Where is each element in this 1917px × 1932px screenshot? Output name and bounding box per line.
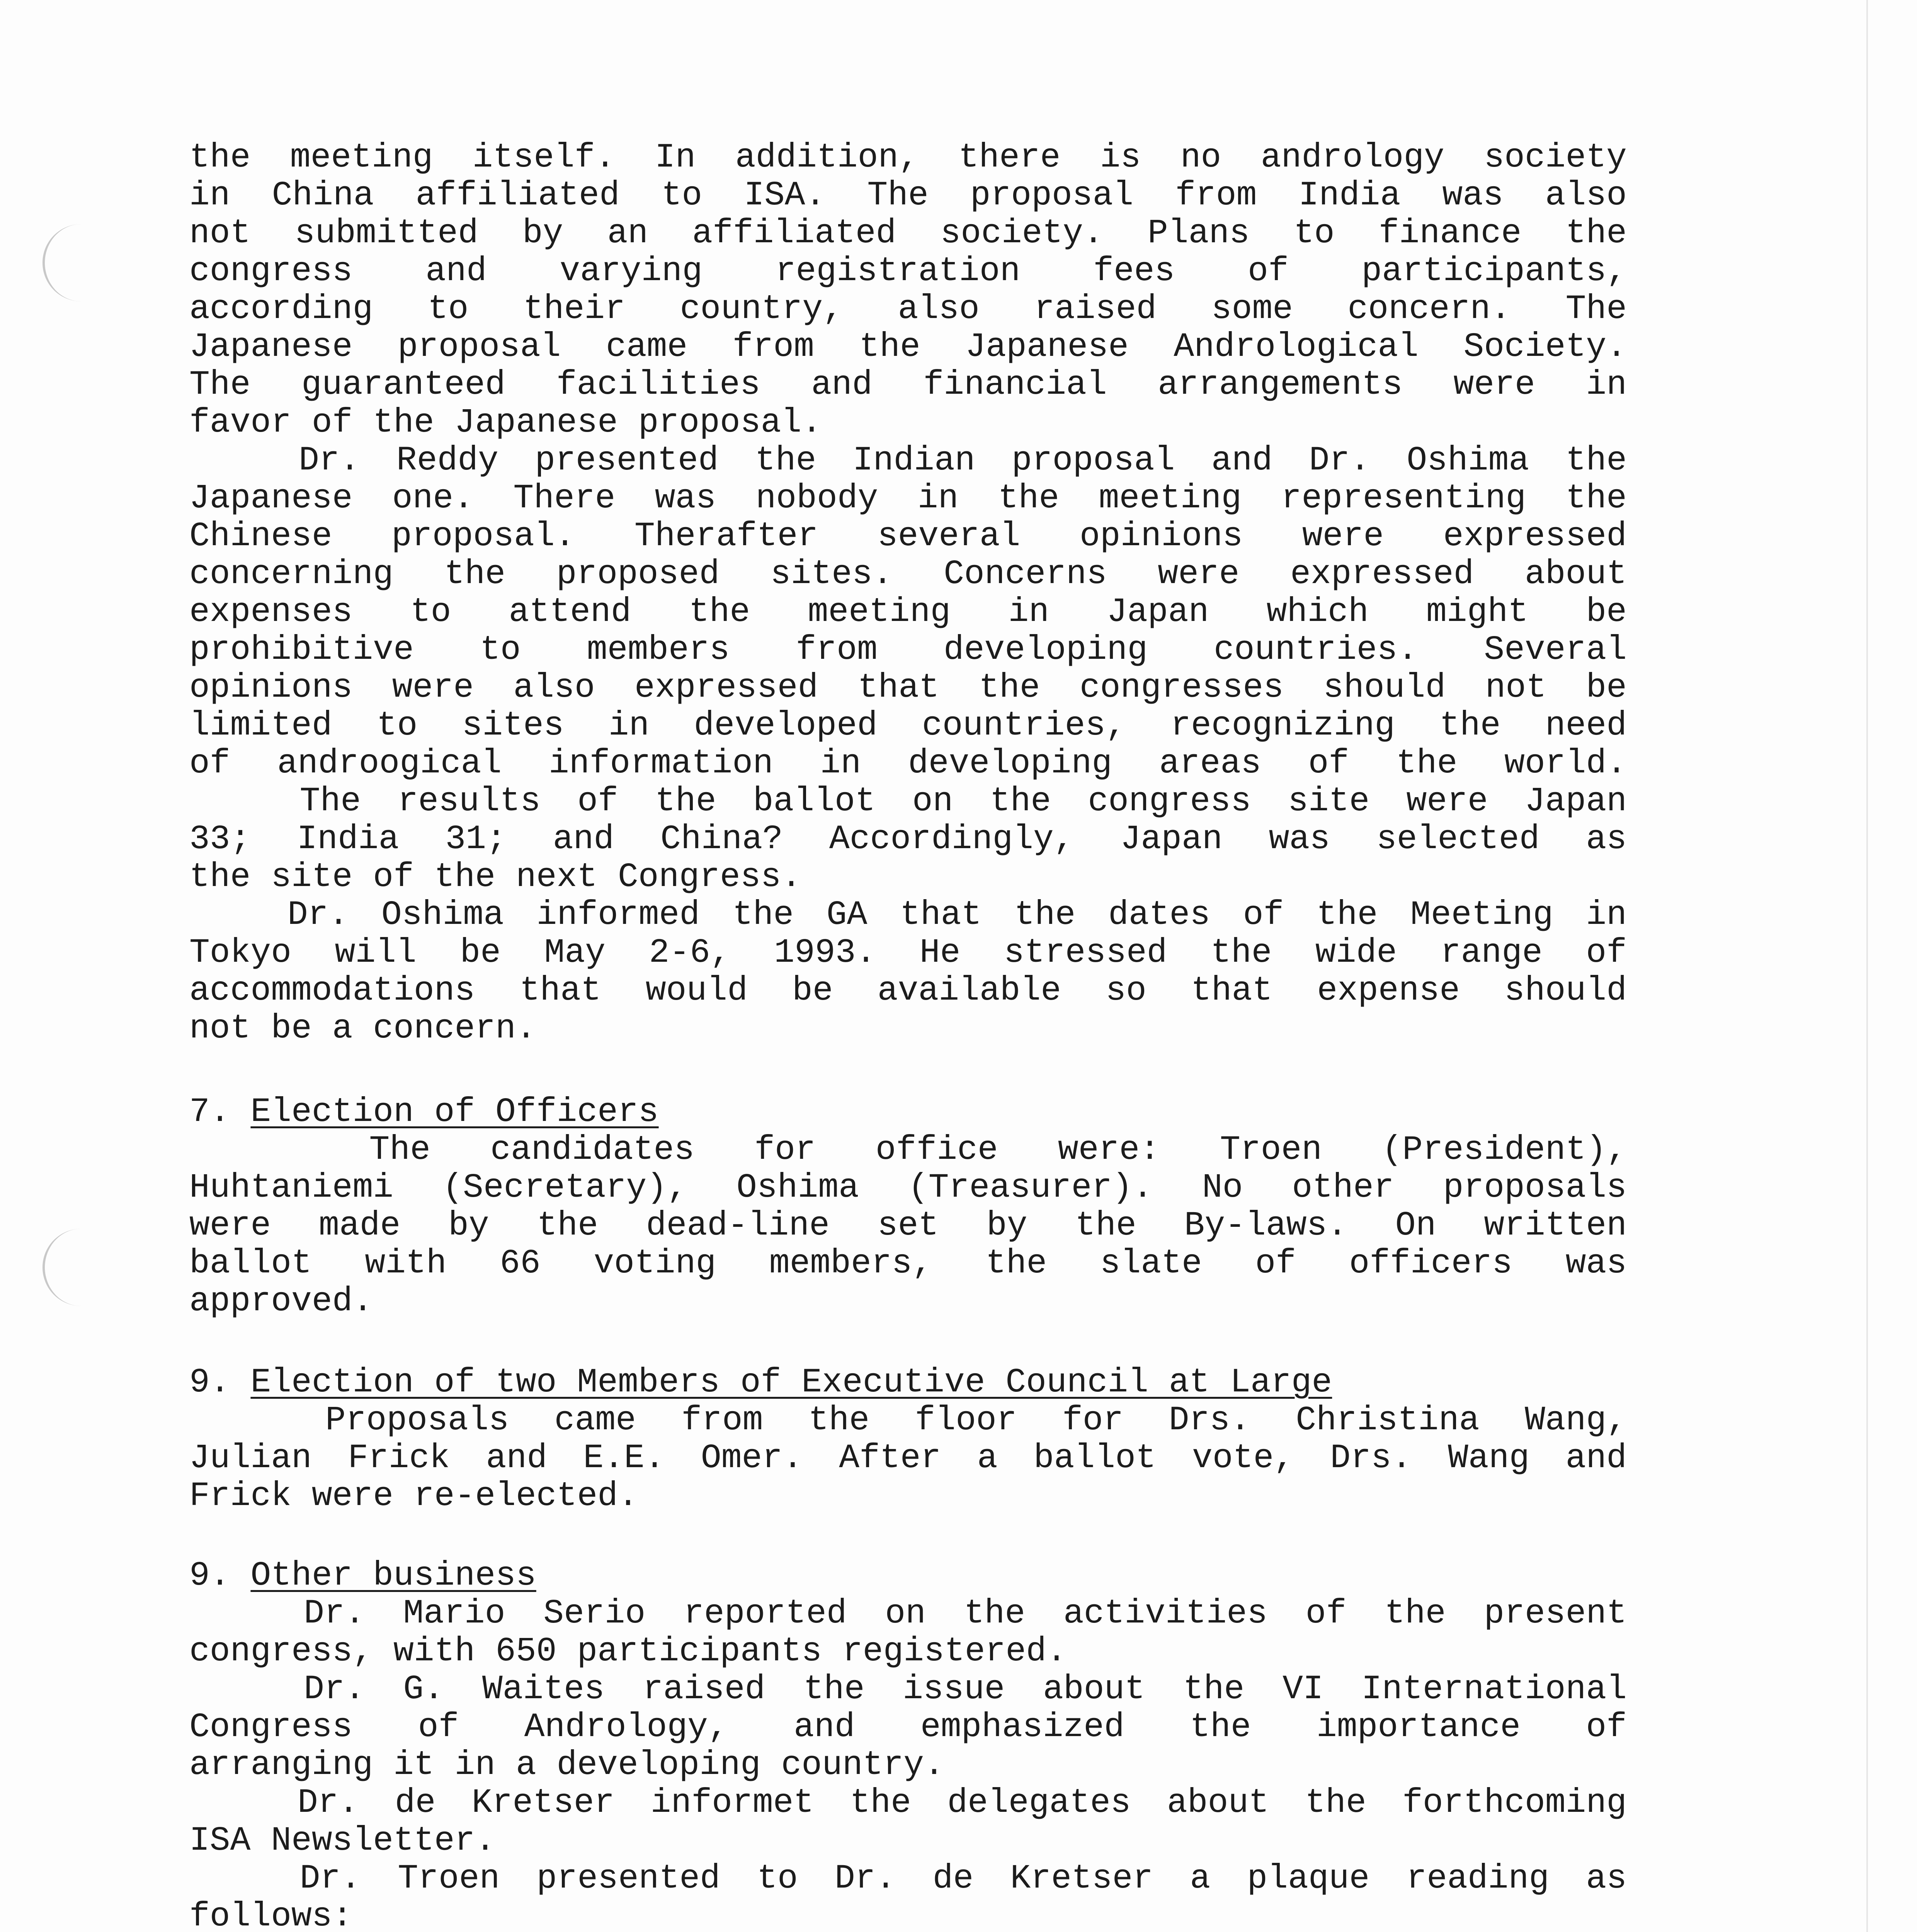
body-line: of androogical information in developing areas of the world. [189,745,1627,783]
page-edge-shadow [1866,0,1868,1932]
section-8-heading [189,1364,1627,1402]
body-line: 33; India 31; and China? Accordingly, Japan was selected as [189,820,1627,859]
body-line: according to their country, also raised some concern. The [189,290,1627,328]
section-7-line: The candidates for office were: Troen (President), [189,1131,1627,1169]
body-line: Tokyo will be May 2-6, 1993. He stressed the wide range of [189,934,1627,972]
body-line: opinions were also expressed that the congresses should not be [189,669,1627,707]
body-line: congress and varying registration fees of participants, [189,252,1627,291]
body-line: Dr. Oshima informed the GA that the dates of the Meeting in [189,896,1627,934]
body-line: The results of the ballot on the congress site were Japan [189,782,1627,821]
punch-hole-mark [43,1229,103,1306]
section-7-line: ballot with 66 voting members, the slate of officers was [189,1245,1627,1283]
body-line: the meeting itself. In addition, there is no andrology society [189,139,1627,177]
section-9-line: ISA Newsletter. [189,1822,496,1860]
body-line: The guaranteed facilities and financial arrangements were in [189,366,1627,404]
body-line: accommodations that would be available so that expense should [189,972,1627,1010]
body-line: not be a concern. [189,1010,536,1048]
body-line: in China affiliated to ISA. The proposal from India was also [189,177,1627,215]
body-line: expenses to attend the meeting in Japan which might be [189,593,1627,631]
body-line: Japanese one. There was nobody in the meeting representing the [189,480,1627,518]
section-number: 9. [189,1557,251,1595]
body-line: prohibitive to members from developing countries. Several [189,631,1627,669]
body-line: Japanese proposal came from the Japanese Andrological Society. [189,328,1627,366]
section-title: Election of Officers [250,1093,659,1131]
section-7-line: Huhtaniemi (Secretary), Oshima (Treasurer). No other proposals [189,1169,1627,1207]
section-8-line: Julian Frick and E.E. Omer. After a ballot vote, Drs. Wang and [189,1439,1627,1478]
section-title: Other business [250,1557,536,1595]
section-9-line: Dr. Mario Serio reported on the activities of the present [189,1595,1627,1633]
body-line: the site of the next Congress. [189,858,802,896]
section-9-line: Dr. Troen presented to Dr. de Kretser a plaque reading as [189,1860,1627,1898]
section-7-line: were made by the dead-line set by the By-laws. On written [189,1207,1627,1245]
section-number: 7. [189,1093,251,1131]
section-7-line: approved. [189,1282,373,1321]
body-line: favor of the Japanese proposal. [189,404,822,442]
section-9-heading [189,1557,1627,1595]
section-8-line: Proposals came from the floor for Drs. Christina Wang, [189,1401,1627,1440]
section-9-line: congress, with 650 participants registered. [189,1633,1067,1671]
section-8-line: Frick were re-elected. [189,1477,638,1515]
section-9-line: Congress of Andrology, and emphasized the importance of [189,1708,1627,1747]
section-9-line: arranging it in a developing country. [189,1746,944,1784]
section-title: Election of two Members of Executive Council at Large [250,1364,1332,1402]
section-9-line: Dr. G. Waites raised the issue about the VI International [189,1670,1627,1709]
body-line: limited to sites in developed countries, recognizing the need [189,707,1627,745]
body-line: concerning the proposed sites. Concerns were expressed about [189,555,1627,594]
body-line: Chinese proposal. Therafter several opinions were expressed [189,517,1627,556]
body-line: not submitted by an affiliated society. Plans to finance the [189,214,1627,253]
body-line: Dr. Reddy presented the Indian proposal and Dr. Oshima the [189,442,1627,480]
punch-hole-mark [43,224,103,301]
section-7-heading [189,1094,1627,1131]
section-number: 9. [189,1364,251,1402]
section-9-line: Dr. de Kretser informet the delegates about the forthcoming [189,1784,1627,1822]
section-9-line: follows: [189,1898,353,1932]
